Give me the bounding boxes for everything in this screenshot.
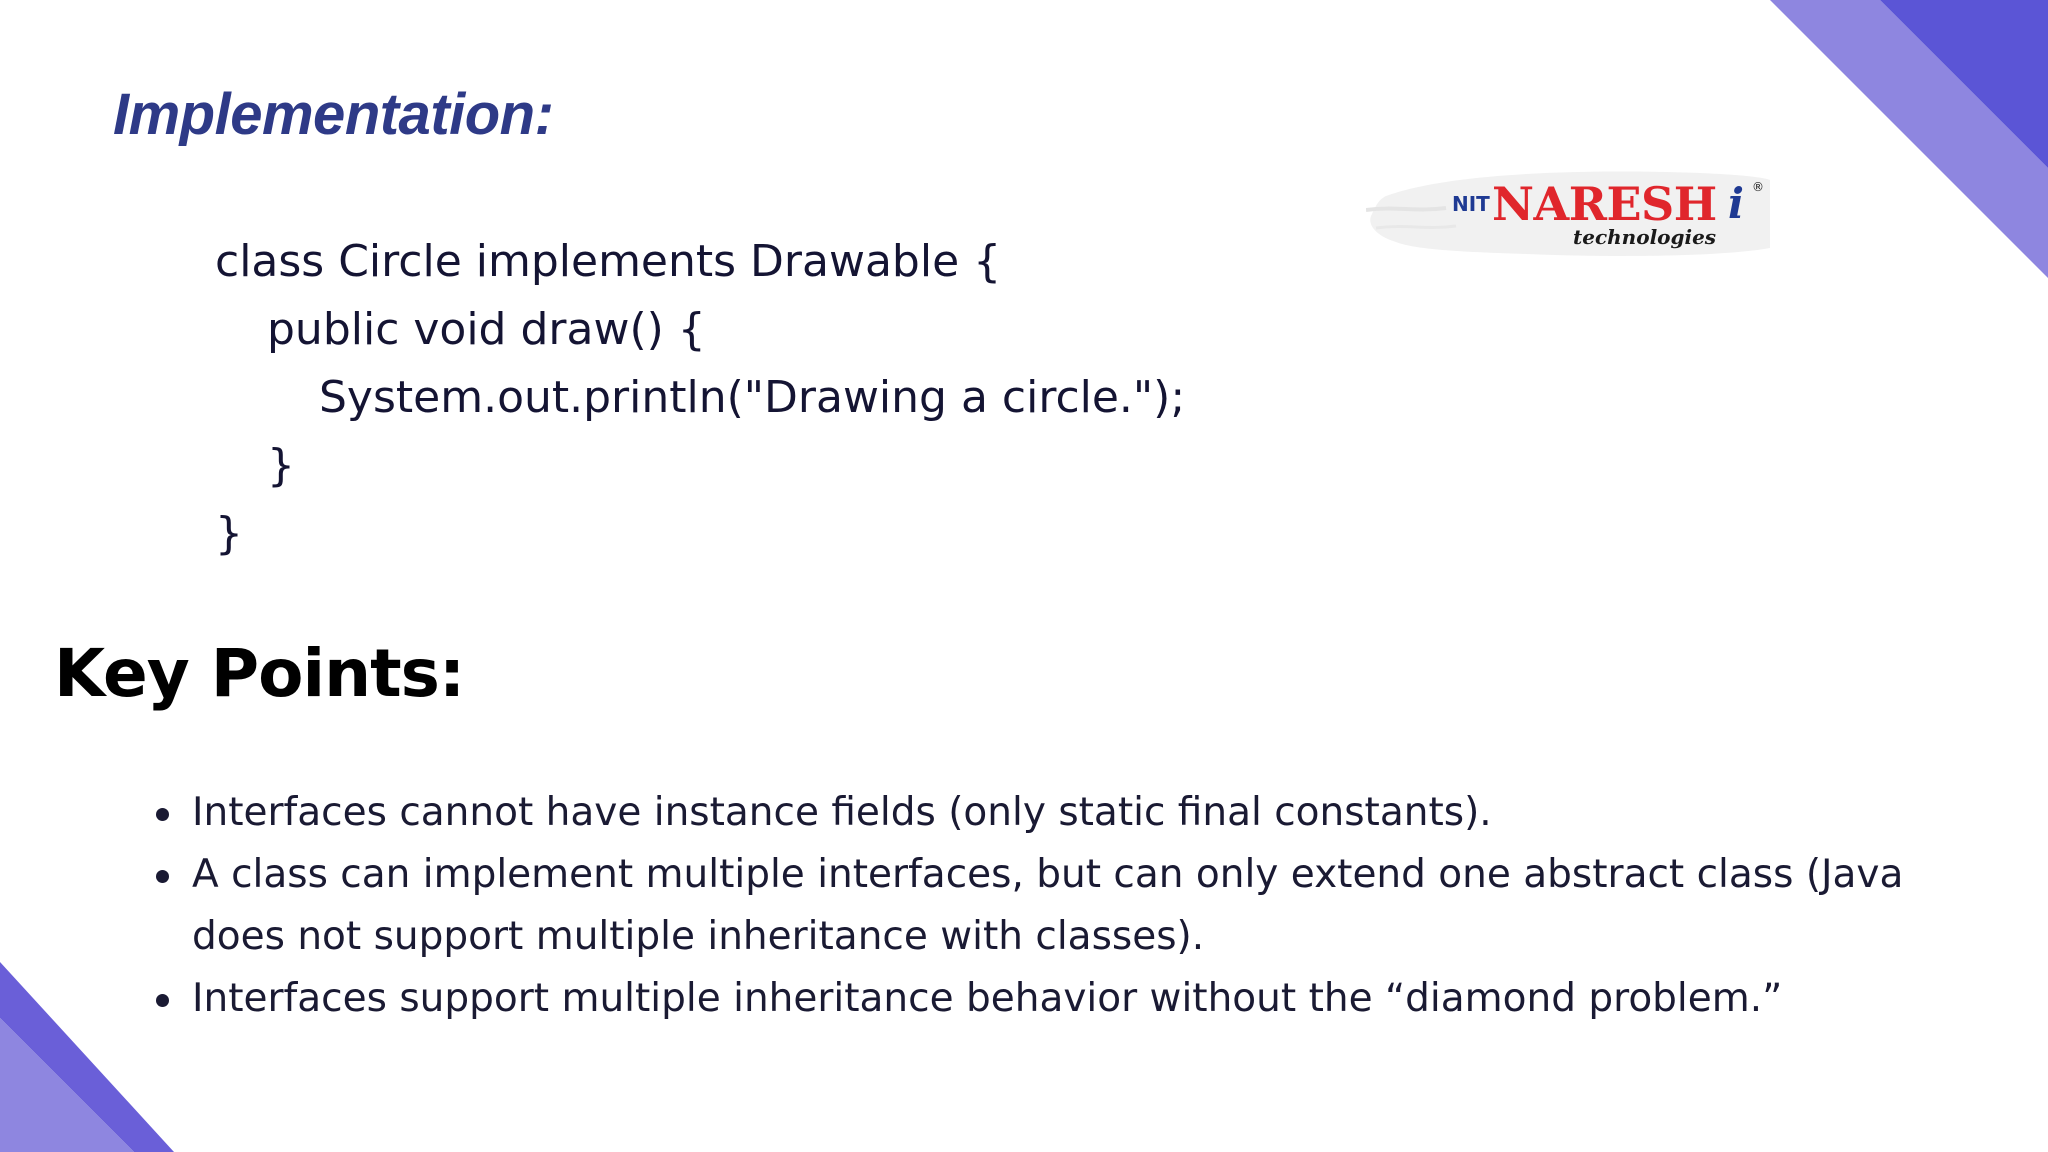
brand-suffix: i [1728,179,1744,228]
registered-mark: ® [1752,180,1764,194]
code-line: } [215,508,243,559]
bullet-icon [156,994,169,1007]
key-points-list [150,782,1970,1030]
code-line: } [267,440,295,491]
list-item [150,968,1970,1030]
list-item [150,782,1970,844]
bullet-icon [156,808,169,821]
implementation-heading: Implementation: [113,82,554,147]
list-item [150,844,1970,968]
code-line: public void draw() { [267,304,706,355]
list-item-text: Interfaces support multiple inheritance behavior without the “diamond problem.” [192,976,1783,1021]
nit-badge: NIT [1452,192,1490,216]
code-block [215,228,1185,568]
bullet-icon [156,870,169,883]
code-line: class Circle implements Drawable { [215,236,1002,287]
brand-tagline: technologies [1573,225,1717,249]
list-item-text: A class can implement multiple interfaces, but can only extend one abstract class (Java does not support multiple inheritance with classes). [192,852,1904,959]
list-item-text: Interfaces cannot have instance fields (only static final constants). [192,790,1492,835]
code-line: System.out.println("Drawing a circle."); [319,372,1186,423]
naresh-technologies-logo [1366,166,1772,258]
key-points-heading: Key Points: [54,635,465,712]
brand-name: NARESH [1492,177,1717,231]
